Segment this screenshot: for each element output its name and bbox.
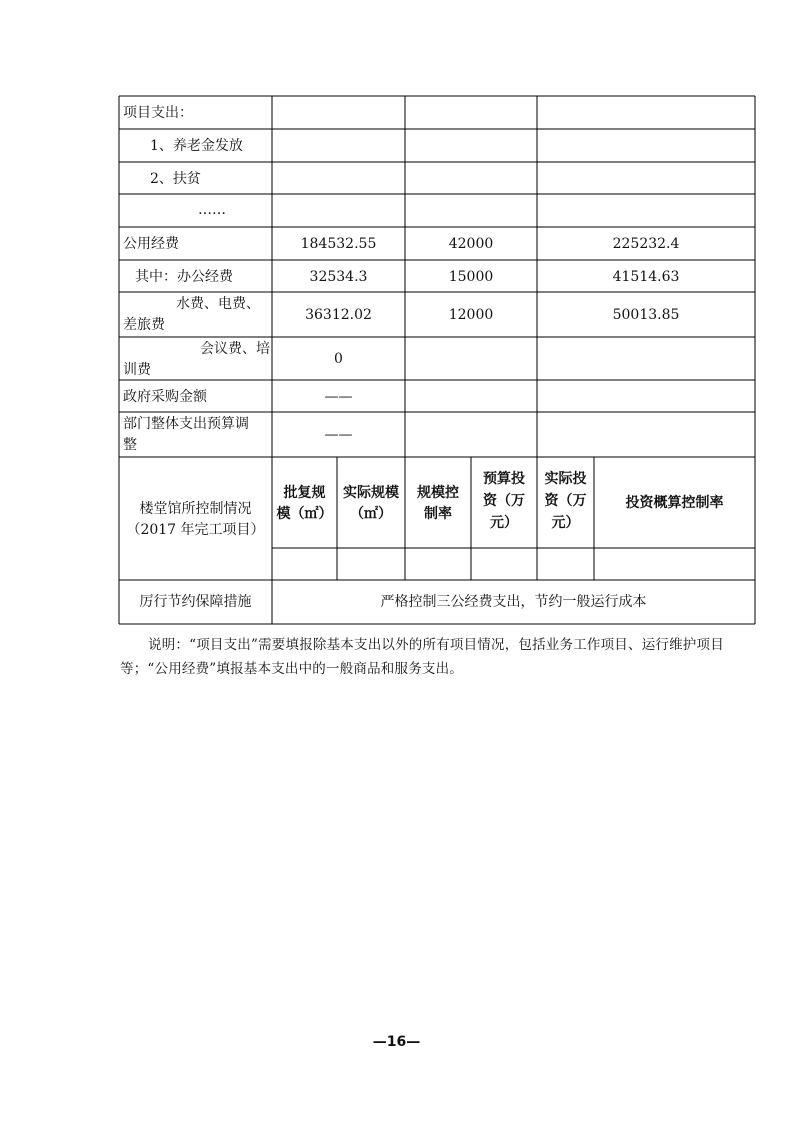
row-label-pension: 1、养老金发放	[150, 138, 243, 154]
row-label-water-travel-1: 水费、电费、	[176, 296, 260, 312]
row-label-water-travel-2: 差旅费	[123, 317, 165, 333]
row-label-meeting-1: 会议费、培	[200, 341, 270, 357]
note-text: 说明：“项目支出”需要填报除基本支出以外的所有项目情况，包括业务工作项目、运行维护项目等；“公用经费”填报基本支出中的一般商品和服务支出。	[120, 637, 724, 677]
header-control: 投资概算控制率	[625, 495, 724, 511]
header-budget-2: 资（万	[483, 493, 525, 509]
row-label-public-expense: 公用经费	[123, 236, 179, 252]
header-ratio-2: 制率	[424, 506, 452, 522]
header-invest-1: 实际投	[544, 471, 587, 487]
cell-office-3: 41514.63	[612, 269, 680, 285]
cell-public-expense-1: 184532.55	[300, 236, 377, 252]
saving-value: 严格控制三公经费支出，节约一般运行成本	[380, 594, 647, 610]
row-label-adjust-1: 部门整体支出预算调	[123, 416, 249, 432]
row-label-ellipsis: ……	[198, 202, 226, 218]
cell-procurement-1: ——	[324, 389, 353, 405]
cell-adjust-1: ——	[324, 427, 353, 443]
header-approved-2: 模（㎡）	[276, 506, 333, 522]
cell-public-expense-2: 42000	[448, 236, 494, 252]
row-label-procurement: 政府采购金额	[123, 389, 207, 405]
saving-label: 厉行节约保障措施	[139, 594, 252, 610]
cell-water-travel-2: 12000	[448, 307, 494, 323]
building-label-1: 楼堂馆所控制情况	[139, 501, 252, 517]
header-approved-1: 批复规	[283, 485, 326, 501]
cell-office-1: 32534.3	[309, 269, 368, 285]
header-budget-1: 预算投	[483, 471, 525, 487]
row-label-project-expense: 项目支出：	[123, 105, 193, 121]
header-invest-3: 元）	[551, 515, 580, 531]
cell-water-travel-3: 50013.85	[612, 307, 680, 323]
row-label-poverty: 2、扶贫	[150, 171, 201, 187]
cell-office-2: 15000	[448, 269, 494, 285]
page-number: —16—	[372, 1034, 421, 1050]
row-label-adjust-2: 整	[123, 437, 137, 453]
cell-water-travel-1: 36312.02	[305, 307, 372, 323]
cell-public-expense-3: 225232.4	[612, 236, 680, 252]
header-actual-2: （㎡）	[350, 506, 392, 522]
header-invest-2: 资（万	[544, 493, 587, 509]
row-label-meeting-2: 训费	[123, 362, 151, 378]
row-label-office: 其中：办公经费	[135, 269, 233, 285]
header-actual-1: 实际规模	[343, 485, 399, 501]
cell-meeting-1: 0	[334, 351, 343, 367]
header-budget-3: 元）	[490, 515, 518, 531]
header-ratio-1: 规模控	[417, 485, 459, 501]
building-label-2: （2017 年完工项目）	[126, 522, 265, 538]
